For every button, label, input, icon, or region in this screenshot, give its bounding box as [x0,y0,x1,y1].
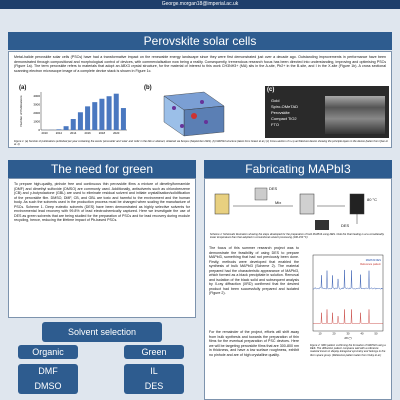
scheme-mix-label: Mix [275,200,282,205]
solvent-dmf-dmso: DMF DMSO [18,364,78,394]
fig1-caption: Figure 1: (a) Number of publications published per year containing the words 'perovskite' and 'solar' and 'cells' in the title or abstract, obtained via Scopus (September 2021). (b) MAPbI3 structure (taken from Green et al.) (c) Cross-section of n-i-p architecture device showing the principle layers in the device (taken from Qian et al. 2) [14,140,388,147]
crystal-structure-image [144,86,236,138]
x-tick-label: 2014 [70,131,77,135]
x-tick-label: 2018 [98,131,106,135]
fig1a-chart [19,86,131,138]
bar [114,94,119,130]
need-text: To prepare high-quality, pinhole free and continuous thin perovskite films a mixture of dimethylformamide (DMF) and dimethyl sulfoxide (DMSO) are commonly used. Additionally, antisolvents such as chlorobenzene (CB) and γ-butyrolactone (GBL) are used to eliminate residual solvent and initiate crystallisation/solidification of the perovskite film. DMSO, DMF, CB, and GBL are toxic and harmful to the environment and the human body. As such the solvents used in the production process must be changed when scaling the manufacture of PSCs. Scheme 1. Deep eutectic solvents (DES) have been demonstrated as highly selective solvents for environmental lead recovery with 99.8% of lead electrochemically captured. Here we investigate the use of DES as green solvents that are being studied for the preparation of PSCs and for lead recovery during module recycling, hence, reducing the lifetime impact of Pb-based PSCs. [14,182,190,222]
layer-gold: Gold [271,98,280,103]
bar [99,99,104,130]
layer-perovskite: Perovskite [271,110,290,115]
solvent-organic: Organic [18,345,78,359]
fig1b-label: (b) [144,85,152,91]
xrd-chart [307,251,387,341]
layer-spiro: Spiro-OMeTAD [271,104,299,109]
fabricating-panel [204,178,392,400]
section-title-perovskite: Perovskite solar cells [8,32,392,50]
y-tick-label: 3000 [33,102,40,107]
section-title-need: The need for green [8,160,196,178]
xrd-xlabel: 2θ (°) [344,336,352,340]
xrd-x-tick: 50 [374,332,378,336]
x-tick-label: 2016 [84,131,91,135]
fabricating-text-1: The focus of this summer research project was to demonstrate the feasibility of using DES to prepare MAPbI3, something that had not previously been done. Firstly, methods were developed that enabled the synthesis of bulk MAPbI3 (Scheme 2). The material prepared had the characteristic appearance of MAPbI3, which formed as a black precipitate in solution. Removal and isolation of the black solid and subsequent analysis by X-ray diffraction (XRD) confirmed that the desired product had been successfully prepared and isolated (Figure 2). [209,246,299,295]
bar [56,129,61,130]
solvent-title: Solvent selection [42,322,162,342]
xrd-x-tick: 40 [360,332,364,336]
sem-layer-labels [271,98,298,128]
scheme-des-label: DES [269,186,278,191]
bar [121,108,126,130]
solvent-il-des: IL DES [124,364,184,394]
layer-tio2: Compact TiO2 [271,116,297,121]
x-tick-label: 2020 [113,131,120,135]
xrd-legend-entry: MAPbI3 DES [365,259,381,262]
xrd-frame [313,255,383,331]
fig1b [144,86,236,138]
fig2-caption: Figure 2: XRD pattern confirming the formation of MAPbI3 using a DES. The diffraction pattern compares well with a reference material known in display tetragonal symmetry and belongs to the I4cm space group. (Reference pattern taken from Oxley et al.) [310,344,386,357]
fig1a-label: (a) [19,85,27,91]
xrd-x-tick: 20 [332,332,336,336]
bar [85,106,90,130]
scheme-des2-label: DES [341,223,350,228]
bar [78,112,83,130]
fig1c-sem-image [265,86,389,138]
solvent-panel [8,318,196,400]
need-panel [8,178,196,318]
xrd-x-tick: 30 [346,332,350,336]
bar [92,102,97,130]
xrd-series-line [313,270,383,289]
xrd-legend-entry: Reference pattern [360,263,381,266]
y-tick-label: 1000 [33,119,40,124]
y-tick-label: 2000 [33,111,40,116]
scheme-temp-label: 80 °C [367,197,378,202]
fig1c-label: (c) [267,87,275,93]
scheme-caption: Scheme 1: Schematic illustration showing the steps developed for the preparation of bulk MAPbI3 using DES. Note the final heating is at a considerably lower temperature than that adopted in conventional solvent processing (100-150 °C) [210,233,384,240]
section-title-fabricating: Fabricating MAPbI3 [204,160,392,178]
x-tick-label: 2010 [41,131,48,135]
chart-ylabel: Number of Publications [19,95,23,127]
synthesis-scheme [205,182,391,232]
publications-chart [19,86,131,138]
bar [107,96,112,130]
x-tick-label: 2012 [55,131,63,135]
header-email: George.morgan18@imperial.ac.uk [0,0,400,9]
y-tick-label: 0 [38,128,40,132]
bar [64,126,69,130]
layer-fto: FTO [271,122,279,127]
xrd-x-tick: 10 [318,332,322,336]
fabricating-text-2: For the remainder of the project, efforts will shift away from bulk synthesis and towards the preparation of thin films for the eventual preparation of PSC devices. Here we will be targeting perovskite films that are 300-800 nm in thickness, and have a low surface roughness, exhibit no pinhole and are of high crystalline quality. [209,330,299,357]
xrd-series-line [313,309,383,323]
y-tick-label: 4000 [33,94,40,99]
bar [71,119,76,130]
perovskite-panel [8,51,392,148]
solvent-green: Green [124,345,184,359]
perovskite-text: Metal-halide perovskite solar cells (PSCs) have had a transformative impact on the renewable energy landscape since they were first demonstrated just over a decade ago. Outstanding improvements in performance have been demonstrated through compositional and morphological control of devices, with commercialisation now being a reality. Consequently, tremendous research focus has been directed into understanding, improving and optimising PSCs (Figure 1a). The term perovskite refers to materials that adopt an ABX3 crystal structure, for the material of interest to this work CH3NH3+ (MA) sits in the A-site, Pb2+ in the B-site, and I in the X-site (Figure 1b). A cross sectional scanning electron microscope image of a complete device stack is shown in Figure 1c. [14,55,386,73]
